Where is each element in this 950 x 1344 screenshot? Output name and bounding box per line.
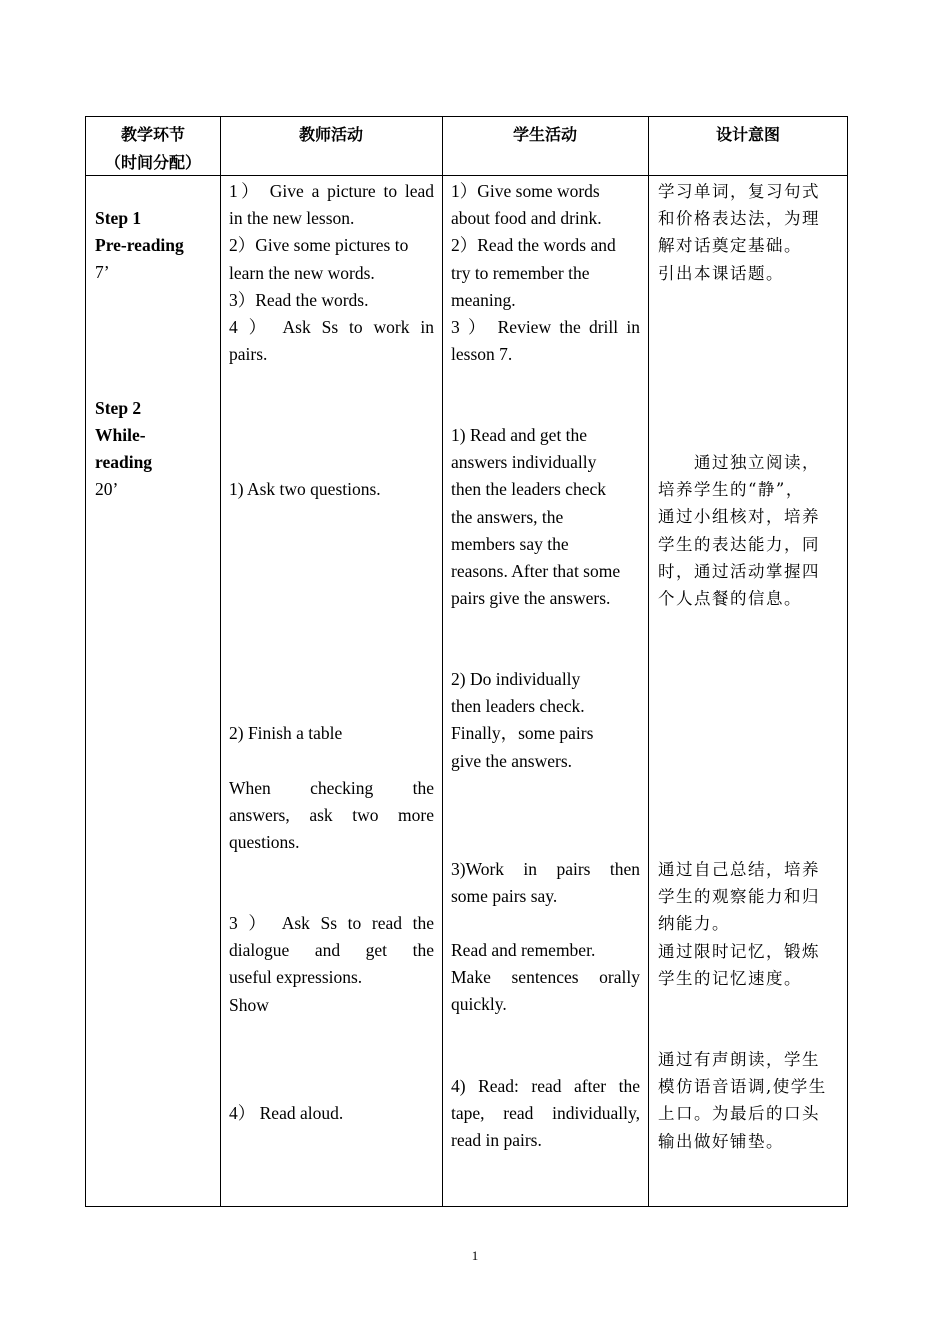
text-line: 纳能力。: [658, 914, 730, 934]
text-line: in the new lesson.: [229, 208, 355, 229]
text-line: answers, ask two more: [229, 805, 434, 826]
text-line: then leaders check.: [451, 696, 585, 717]
step2-teacher-3: [229, 910, 434, 1019]
text-line: meaning.: [451, 289, 516, 310]
text-line: 学生的表达能力，同: [658, 534, 820, 554]
lesson-plan-table: [85, 116, 848, 1207]
step2-student-3: [451, 856, 640, 910]
text-line: 4 ） Ask Ss to work in: [229, 317, 434, 338]
text-line: 通过有声朗读，学生: [658, 1050, 820, 1069]
text-line: 和价格表达法，为理: [658, 209, 820, 229]
step1-name: Pre-reading: [95, 235, 184, 255]
text-line: Show: [229, 994, 269, 1015]
text-line: When checking the: [229, 778, 434, 798]
page-number: 1: [471, 1248, 479, 1263]
text-line: give the answers.: [451, 750, 573, 771]
step2-teacher-2-note: [229, 775, 434, 857]
text-line: the answers, the: [451, 506, 564, 527]
step2-title: Step 2: [95, 398, 142, 418]
column-divider: [220, 117, 221, 1206]
header-intent: 设计意图: [715, 125, 780, 144]
text-line: dialogue and get the: [229, 940, 434, 961]
text-line: 上口。为最后的口头: [658, 1104, 820, 1124]
text-line: 学生的记忆速度。: [658, 968, 802, 988]
step2-design-intent-3: [658, 1046, 842, 1155]
step2-name-line2: reading: [95, 452, 153, 472]
text-line: pairs.: [229, 344, 268, 365]
text-line: 2）Read the words and: [451, 235, 616, 256]
column-divider: [442, 117, 443, 1206]
step1-student-activities: [451, 178, 640, 368]
text-line: 1) Read and get the: [451, 425, 588, 445]
text-line: 学习单词，复习句式: [658, 182, 820, 201]
step2-time: 20’: [95, 479, 119, 499]
text-line: 3)Work in pairs then: [451, 859, 640, 879]
text-line: tape, read individually,: [451, 1103, 640, 1124]
step1-title: Step 1: [95, 208, 142, 228]
text-line: 时，通过活动掌握四: [658, 561, 820, 581]
step2-student-1: [451, 422, 640, 612]
text-line: 通过自己总结，培养: [658, 860, 820, 879]
text-line: reasons. After that some: [451, 561, 621, 582]
text-line: 通过小组核对，培养: [658, 507, 820, 527]
text-line: 解对话奠定基础。: [658, 236, 802, 256]
header-student: 学生活动: [512, 125, 577, 144]
step2-student-2: [451, 666, 640, 775]
step2-design-intent-1: [658, 449, 842, 612]
header-stage-label: 教学环节: [120, 125, 185, 144]
step2-student-3b: [451, 937, 640, 1019]
text-line: 学生的观察能力和归: [658, 887, 820, 907]
step2-student-4: [451, 1073, 640, 1155]
text-line: 3）Read the words.: [229, 289, 369, 310]
text-line: 引出本课话题。: [658, 263, 784, 283]
text-line: 模仿语音语调,使学生: [658, 1077, 827, 1097]
text-line: lesson 7.: [451, 344, 513, 365]
text-line: 2）Give some pictures to: [229, 235, 409, 256]
step1-design-intent: [658, 178, 842, 287]
step1-time: 7’: [95, 262, 110, 282]
text-line: pairs give the answers.: [451, 588, 611, 609]
step2-name-line1: While-: [95, 425, 146, 445]
step1-teacher-activities: [229, 178, 434, 368]
text-line: Make sentences orally: [451, 967, 640, 988]
text-line: about food and drink.: [451, 208, 602, 229]
text-line: 个人点餐的信息。: [658, 589, 802, 609]
text-line: some pairs say.: [451, 886, 558, 907]
text-line: learn the new words.: [229, 262, 375, 283]
column-divider: [648, 117, 649, 1206]
text-line: members say the: [451, 533, 569, 554]
header-time-label: （时间分配）: [104, 153, 201, 172]
step2-teacher-4: 4） Read aloud.: [229, 1103, 344, 1123]
text-line: 培养学生的“静”，: [658, 480, 804, 500]
header-teacher: 教师活动: [298, 125, 363, 144]
text-line: 2) Do individually: [451, 669, 581, 689]
step2-teacher-2: 2) Finish a table: [229, 723, 343, 743]
text-line: 3 ） Review the drill in: [451, 317, 640, 338]
text-line: read in pairs.: [451, 1130, 542, 1151]
step2-design-intent-2: [658, 856, 842, 992]
text-line: 3 ） Ask Ss to read the: [229, 913, 434, 933]
text-line: 输出做好铺垫。: [658, 1131, 784, 1151]
text-line: 1） Give a picture to lead: [229, 181, 434, 201]
text-line: try to remember the: [451, 262, 590, 283]
text-line: 通过独立阅读，: [658, 453, 820, 472]
text-line: questions.: [229, 832, 300, 853]
text-line: quickly.: [451, 994, 507, 1015]
text-line: 通过限时记忆，锻炼: [658, 941, 820, 961]
text-line: 1）Give some words: [451, 181, 600, 201]
header-stage: [86, 121, 220, 177]
text-line: 4) Read: read after the: [451, 1076, 640, 1096]
text-line: Read and remember.: [451, 940, 596, 960]
text-line: Finally，some pairs: [451, 723, 594, 744]
text-line: then the leaders check: [451, 479, 606, 500]
text-line: answers individually: [451, 452, 597, 473]
text-line: useful expressions.: [229, 967, 363, 988]
step2-teacher-1: 1) Ask two questions.: [229, 479, 381, 499]
